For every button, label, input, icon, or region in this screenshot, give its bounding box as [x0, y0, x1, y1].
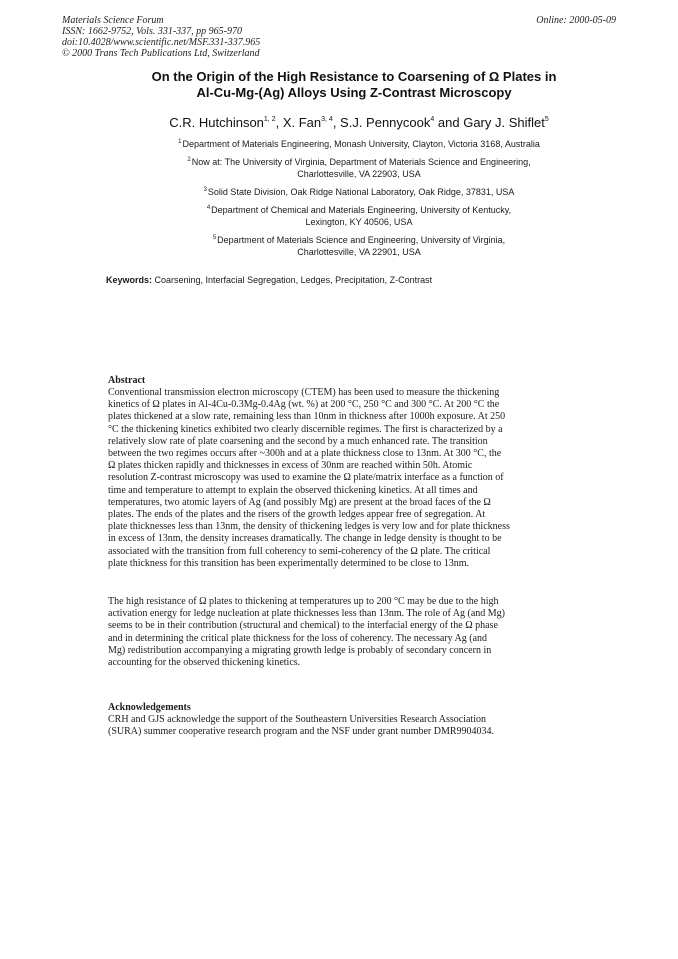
abstract-line: plates. The ends of the plates and the risers of the growth ledges appear free of segregation. At [108, 509, 486, 521]
journal-doi: doi:10.4028/www.scientific.net/MSF.331-337.965 [62, 37, 261, 48]
abstract-line: kinetics of Ω plates in Al-4Cu-0.3Mg-0.4Ag (wt. %) at 200 °C, 250 °C and 300 °C. At 200 °C the [108, 399, 500, 411]
author-name: S.J. Pennycook [340, 115, 431, 130]
abstract-line: in excess of 13nm, the density increases dramatically. The change in ledge density is thought to be [108, 533, 502, 545]
affiliation-line [80, 234, 638, 246]
affiliation-line [80, 186, 638, 198]
affiliation [80, 156, 638, 180]
affiliation-text: Solid State Division, Oak Ridge National Laboratory, Oak Ridge, 37831, USA [207, 187, 515, 197]
affiliation-line: Charlottesville, VA 22901, USA [297, 247, 421, 257]
keywords-label: Keywords: [106, 275, 153, 285]
affiliation-text: Now at: The University of Virginia, Department of Materials Science and Engineering, [191, 157, 531, 167]
author-name: X. Fan [282, 115, 322, 130]
abstract-line: time and temperature to attempt to explain the observed thickening kinetics. At all times and [108, 484, 478, 496]
abstract-line: plates thickened at a slow rate, remaining less than 10nm in thickness after 1000h exposure. At 250 [108, 411, 506, 423]
affiliation-line [80, 204, 638, 216]
acknowledgements-heading: Acknowledgements [108, 702, 191, 713]
affiliation-text: Department of Materials Science and Engineering, University of Virginia, [217, 235, 506, 245]
paper-title [70, 69, 638, 101]
acknowledgements-line: (SURA) summer cooperative research program and the NSF under grant number DMR9904034. [108, 726, 495, 738]
author-separator: and [434, 115, 464, 130]
abstract-line: plate thickness for this transition has been experimentally determined to be close to 13nm. [108, 557, 470, 569]
keywords [106, 274, 432, 286]
author-separator: , [275, 115, 283, 130]
author-name: Gary J. Shiflet [463, 115, 545, 130]
abstract-line: Conventional transmission electron microscopy (CTEM) has been used to measure the thickening [108, 387, 500, 398]
abstract-line: temperatures, two atomic layers of Ag (and possibly Mg) are present at the broad faces of the Ω [108, 496, 491, 508]
abstract-line: between the two regimes occurs after ~300h and at a plate thickness close to 13nm. At 300 °C, the [108, 448, 502, 460]
keywords-text: Coarsening, Interfacial Segregation, Ledges, Precipitation, Z-Contrast [152, 275, 433, 285]
abstract-line: resolution Z-contrast microscopy was used to examine the Ω plate/matrix interface as a function of [108, 472, 504, 484]
affiliation-number: 1 [178, 139, 182, 145]
author-affiliation-mark: 5 [544, 116, 549, 123]
affiliation-line [80, 156, 638, 168]
journal-copyright: © 2000 Trans Tech Publications Ltd, Switzerland [62, 48, 260, 59]
affiliation-line [80, 138, 638, 150]
abstract-line: plate thicknesses less than 13nm, the density of thickening ledges is very low and for plate thickness [108, 521, 510, 533]
affiliation [80, 138, 638, 150]
title-line: On the Origin of the High Resistance to Coarsening of Ω Plates in [151, 69, 557, 84]
affiliation-line: Lexington, KY 40506, USA [305, 217, 413, 227]
body-paragraph [108, 596, 568, 669]
author-separator: , [332, 115, 341, 130]
paragraph-line: seems to be in their contribution (structural and chemical) to the interfacial energy of the Ω phase [108, 620, 498, 632]
author-affiliation-mark: 1, 2 [263, 116, 276, 123]
abstract-section [108, 375, 568, 570]
journal-name: Materials Science Forum [62, 15, 164, 26]
affiliation-text: Department of Chemical and Materials Engineering, University of Kentucky, [211, 205, 512, 215]
affiliation-text: Department of Materials Engineering, Monash University, Clayton, Victoria 3168, Australia [182, 139, 540, 149]
affiliation-number: 2 [187, 157, 191, 163]
acknowledgements-line: CRH and GJS acknowledge the support of the Southeastern Universities Research Association [108, 714, 486, 725]
affiliation-number: 5 [212, 235, 217, 241]
abstract-line: Ω plates thicken rapidly and thicknesses in excess of 30nm are reached within 50h. Atomic [108, 460, 473, 472]
journal-issn: ISSN: 1662-9752, Vols. 331-337, pp 965-970 [62, 26, 242, 37]
author-affiliation-mark: 4 [430, 116, 435, 123]
abstract-line: associated with the transition from full coherency to semi-coherency of the Ω plate. The critical [108, 545, 491, 557]
abstract-line: relatively slow rate of plate coarsening and the second by a much enhanced rate. The transition [108, 435, 488, 447]
paragraph-line: activation energy for ledge nucleation at plate thicknesses less than 13nm. The role of Ag (and Mg) [108, 608, 506, 620]
affiliation-line: Charlottesville, VA 22903, USA [297, 169, 421, 179]
abstract-heading: Abstract [108, 375, 146, 386]
acknowledgements-section [108, 702, 568, 738]
online-date: Online: 2000-05-09 [536, 15, 616, 26]
affiliation-list [80, 138, 638, 264]
affiliation-number: 3 [203, 187, 207, 193]
affiliation [80, 234, 638, 258]
paragraph-line: The high resistance of Ω plates to thickening at temperatures up to 200 °C may be due to the high [108, 596, 499, 607]
affiliation [80, 204, 638, 228]
paragraph-line: and in determining the critical plate thickness for the loss of coherency. The necessary Ag (and [108, 632, 488, 644]
paragraph-line: Mg) redistribution accompanying a migrating growth ledge is probably of secondary concern in [108, 644, 492, 656]
paragraph-line: accounting for the observed thickening kinetics. [108, 657, 301, 669]
author-list [60, 115, 658, 131]
author-affiliation-mark: 3, 4 [321, 116, 333, 123]
author-name: C.R. Hutchinson [169, 115, 264, 130]
abstract-line: °C the thickening kinetics exhibited two clearly discernible regimes. The first is characterized by a [108, 423, 503, 435]
affiliation [80, 186, 638, 198]
journal-info [62, 15, 260, 59]
affiliation-number: 4 [206, 205, 211, 211]
title-line: Al-Cu-Mg-(Ag) Alloys Using Z-Contrast Microscopy [196, 85, 512, 100]
